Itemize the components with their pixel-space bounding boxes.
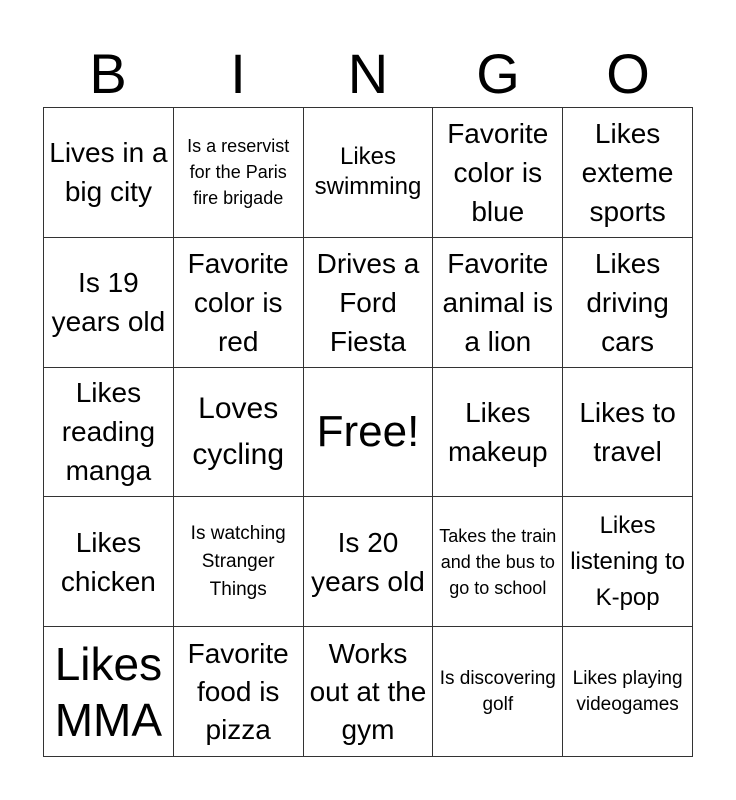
cell-text: Likes reading manga bbox=[61, 377, 156, 487]
bingo-cell[interactable] bbox=[563, 238, 693, 368]
bingo-cell[interactable] bbox=[304, 108, 434, 238]
cell-text: Is 20 years old bbox=[311, 526, 425, 597]
cell-text: Likes chicken bbox=[60, 526, 156, 597]
cell-text: Loves cycling bbox=[192, 391, 285, 471]
bingo-cell[interactable] bbox=[174, 368, 304, 498]
bingo-cell[interactable] bbox=[433, 368, 563, 498]
bingo-cell[interactable] bbox=[563, 108, 693, 238]
cell-text: Favorite food is pizza bbox=[187, 637, 289, 745]
bingo-cell[interactable] bbox=[304, 497, 434, 627]
bingo-cell[interactable] bbox=[433, 108, 563, 238]
bingo-cell[interactable] bbox=[563, 497, 693, 627]
header-letter-n: N bbox=[347, 42, 389, 105]
cell-text: Likes makeup bbox=[447, 396, 548, 467]
bingo-cell[interactable] bbox=[174, 627, 304, 757]
free-space-text: Free! bbox=[316, 406, 420, 456]
cell-text: Likes listening to K-pop bbox=[570, 511, 685, 611]
header-letter-b: B bbox=[89, 42, 127, 105]
bingo-cell[interactable] bbox=[44, 497, 174, 627]
cell-text: Favorite animal is a lion bbox=[442, 247, 554, 357]
bingo-cell[interactable] bbox=[304, 238, 434, 368]
bingo-cell[interactable] bbox=[433, 238, 563, 368]
cell-text: Is watching Stranger Things bbox=[190, 522, 286, 600]
bingo-cell[interactable] bbox=[44, 108, 174, 238]
bingo-cell[interactable] bbox=[433, 497, 563, 627]
bingo-cell[interactable] bbox=[563, 627, 693, 757]
cell-text: Likes MMA bbox=[54, 637, 163, 746]
header-letter-i: I bbox=[230, 42, 246, 105]
bingo-cell[interactable] bbox=[174, 238, 304, 368]
cell-text: Is 19 years old bbox=[51, 267, 166, 338]
cell-text: Likes to travel bbox=[579, 396, 676, 467]
bingo-cell[interactable] bbox=[44, 627, 174, 757]
cell-text: Likes playing videogames bbox=[572, 667, 683, 715]
cell-text: Likes exteme sports bbox=[581, 117, 674, 227]
cell-text: Likes driving cars bbox=[586, 247, 669, 357]
cell-text: Drives a Ford Fiesta bbox=[316, 247, 420, 357]
bingo-header bbox=[43, 40, 693, 108]
bingo-cell[interactable] bbox=[44, 238, 174, 368]
bingo-card bbox=[43, 107, 693, 757]
cell-text: Favorite color is red bbox=[187, 247, 289, 357]
header-letter-g: G bbox=[476, 42, 520, 105]
bingo-cell[interactable] bbox=[174, 108, 304, 238]
cell-text: Takes the train and the bus to go to school bbox=[439, 525, 557, 598]
header-letter-o: O bbox=[606, 42, 650, 105]
cell-text: Is discovering golf bbox=[439, 667, 556, 715]
cell-text: Likes swimming bbox=[314, 143, 422, 201]
bingo-cell[interactable] bbox=[174, 497, 304, 627]
cell-text: Favorite color is blue bbox=[447, 117, 549, 227]
cell-text: Lives in a big city bbox=[49, 137, 168, 208]
bingo-cell[interactable] bbox=[44, 368, 174, 498]
bingo-cell[interactable] bbox=[433, 627, 563, 757]
bingo-cell-free[interactable] bbox=[304, 368, 434, 498]
bingo-cell[interactable] bbox=[563, 368, 693, 498]
cell-text: Works out at the gym bbox=[309, 637, 427, 745]
cell-text: Is a reservist for the Paris fire brigade bbox=[187, 136, 290, 209]
bingo-cell[interactable] bbox=[304, 627, 434, 757]
